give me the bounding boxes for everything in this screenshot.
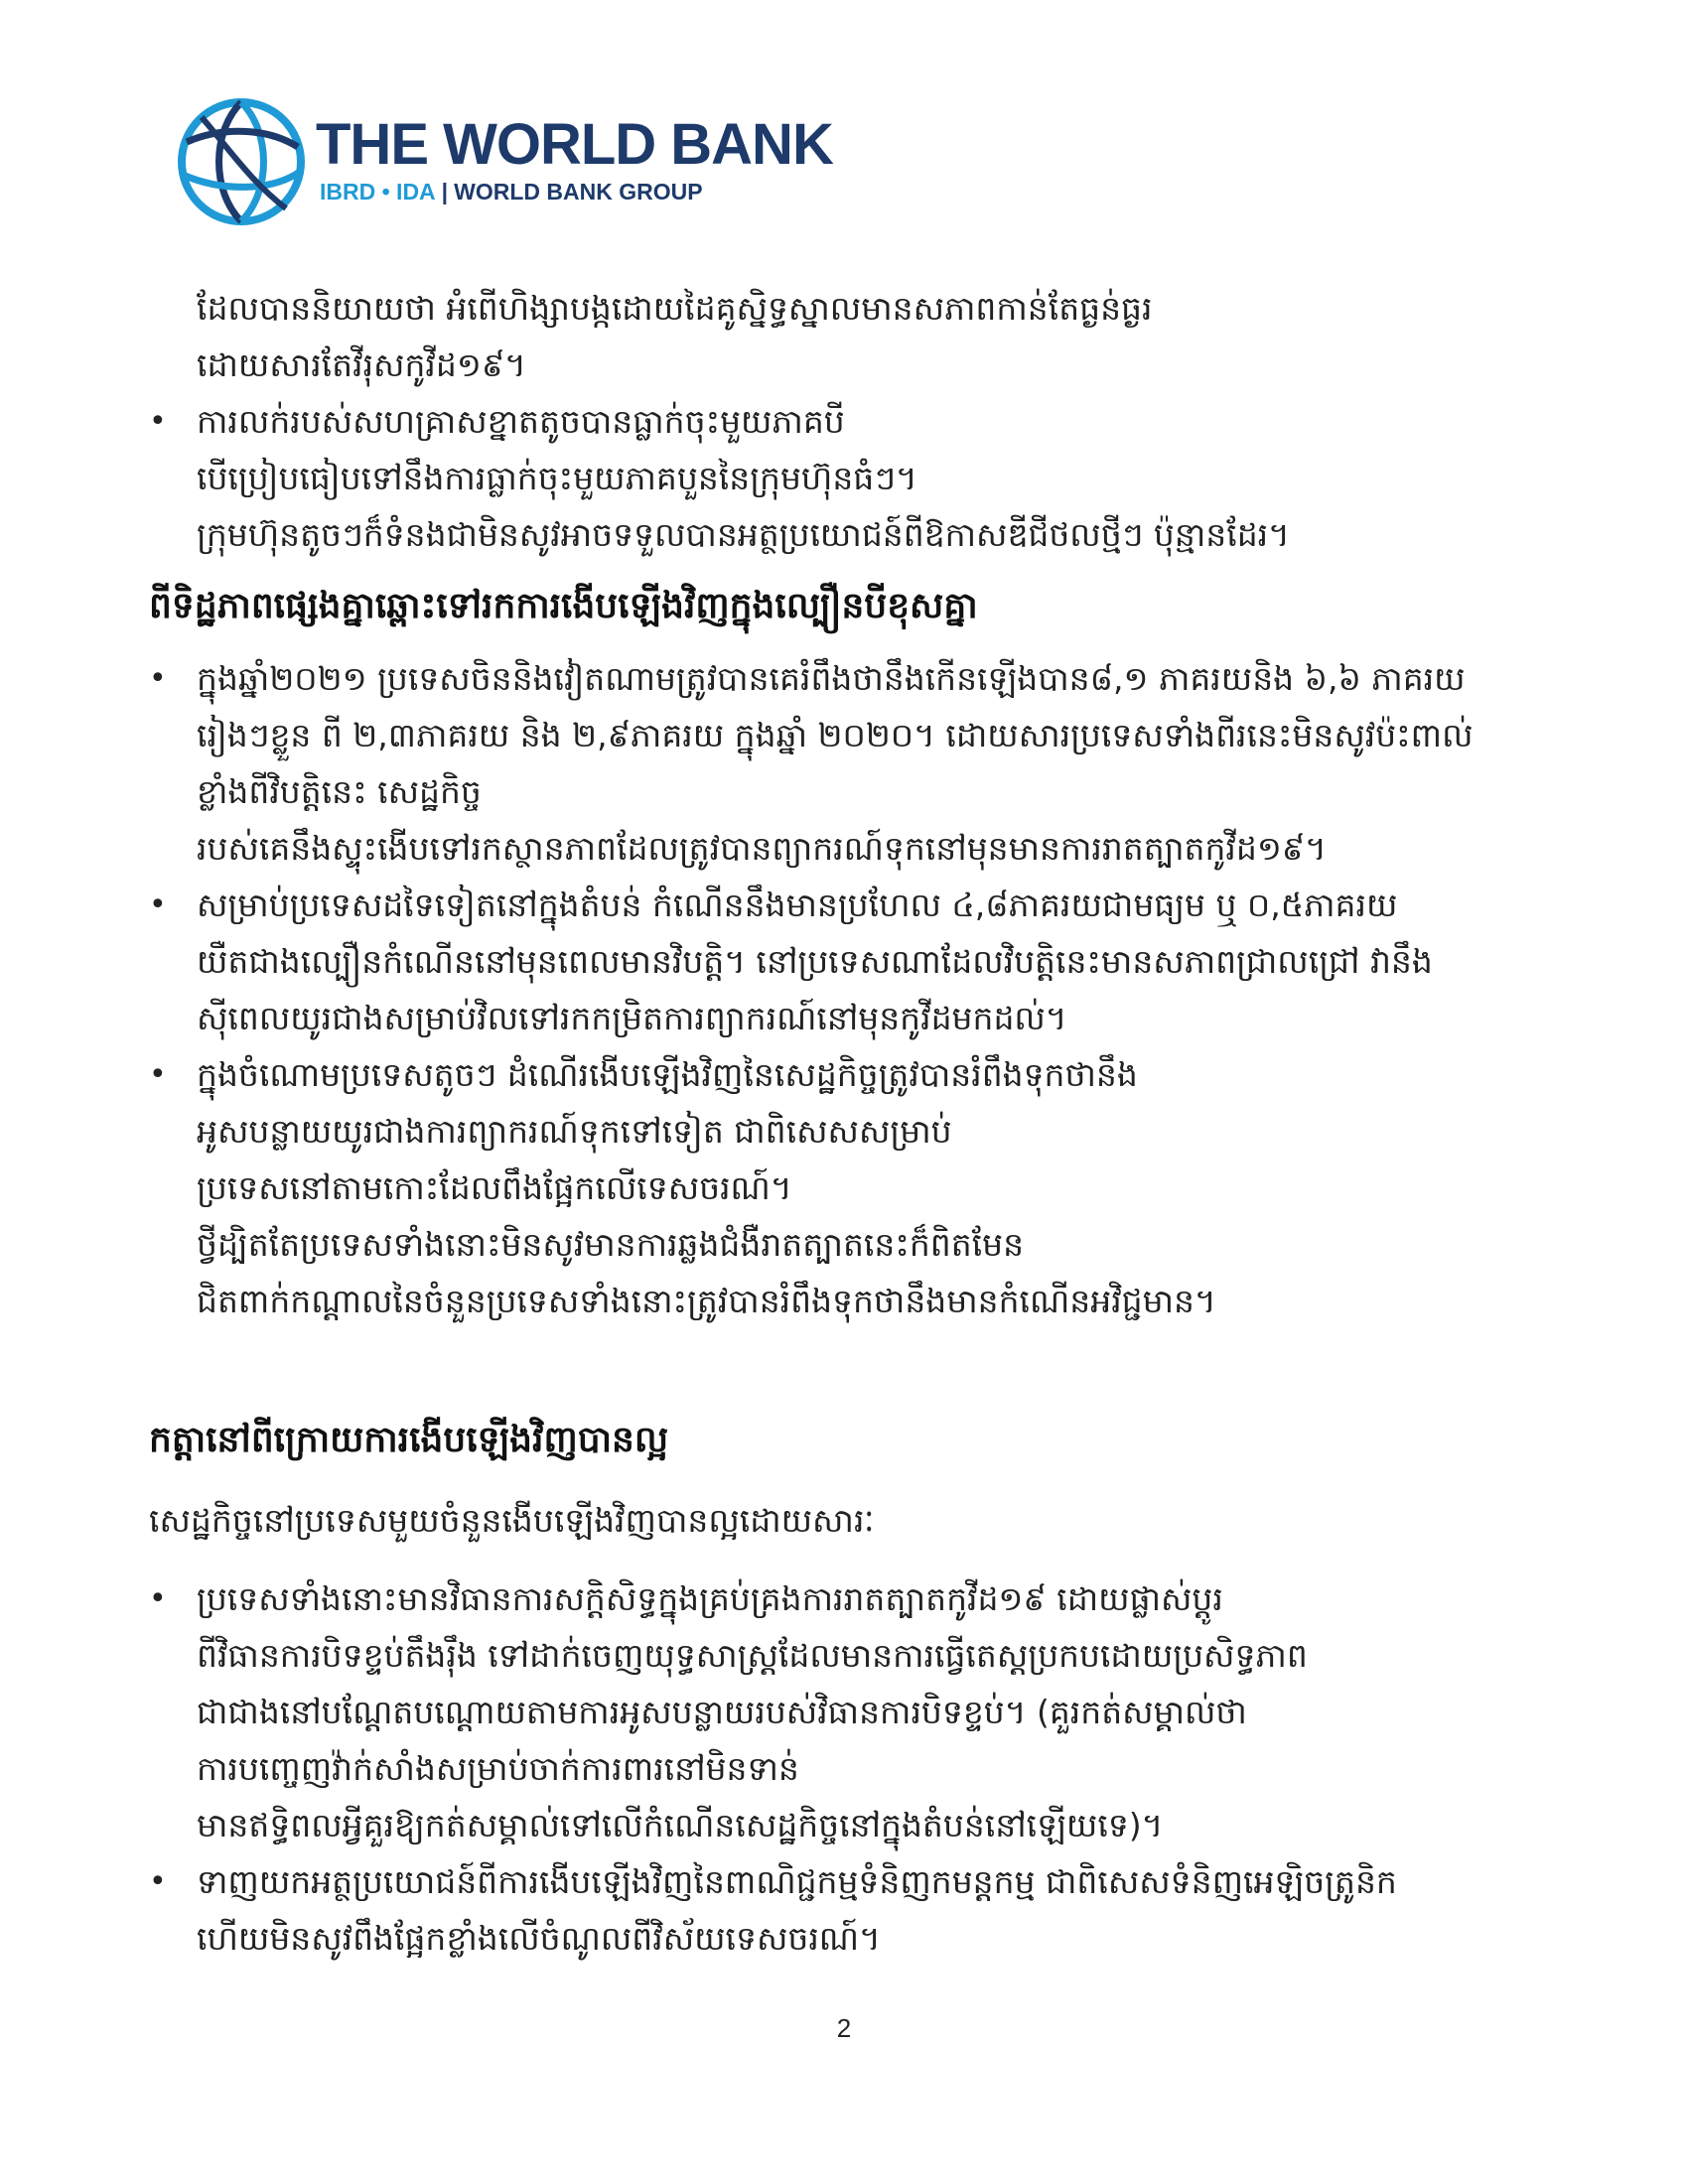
logo-ibrd-ida: IBRD • IDA	[320, 179, 436, 205]
bullet-icon: •	[149, 404, 167, 439]
list-item-line: ជាជាងនៅបណ្តែតបណ្តោយតាមការអូសបន្លាយរបស់វិធានការបិទខ្ទប់។ (គួរកត់សម្គាល់ថា	[197, 1693, 1247, 1731]
list-item-line: សម្រាប់ប្រទេសដទៃទៀតនៅក្នុងតំបន់ កំណើននឹងមានប្រហែល ៤,៨ភាគរយជាមធ្យម ឬ ០,៥ភាគរយ	[197, 886, 1398, 924]
list-item-line: ប្រទេសទាំងនោះមានវិធានការសក្តិសិទ្ធក្នុងគ្រប់គ្រងការរាតត្បាតកូវីដ១៩ ដោយផ្លាស់ប្តូរ	[197, 1579, 1223, 1618]
intro-line: ដែលបាននិយាយថា អំពើហិង្សាបង្កដោយដៃគូស្និទ្ធស្នាលមានសភាពកាន់តែធ្ងន់ធ្ងរ	[197, 289, 1153, 328]
list-item	[149, 1853, 1527, 1967]
page-number: 2	[836, 2013, 852, 2043]
list-item-line: ក្នុងចំណោមប្រទេសតូចៗ ដំណើរងើបឡើងវិញនៃសេដ្ឋកិច្ចត្រូវបានរំពឹងទុកថានឹង	[197, 1055, 1138, 1094]
bullet-icon: •	[149, 887, 167, 922]
list-item	[149, 877, 1527, 1046]
list-item-line: ខ្លាំងពីវិបត្តិនេះ សេដ្ឋកិច្ច	[197, 772, 482, 811]
list-item-line: ការបញ្ចេញវ៉ាក់សាំងសម្រាប់ចាក់ការពារនៅមិនទាន់	[197, 1749, 799, 1788]
list-item-line: អូសបន្លាយយូរជាងការព្យាករណ៍ទុកទៅទៀត ជាពិសេសសម្រាប់	[197, 1112, 952, 1151]
bullet-icon: •	[149, 1057, 167, 1092]
list-item-line: ជិតពាក់កណ្តាលនៃចំនួនប្រទេសទាំងនោះត្រូវបានរំពឹងទុកថានឹងមានកំណើនអវិជ្ជមាន។	[197, 1282, 1216, 1320]
globe-icon	[177, 97, 306, 226]
list-item-line: បើប្រៀបធៀបទៅនឹងការធ្លាក់ចុះមួយភាគបួននៃក្រុមហ៊ុនធំៗ។	[197, 459, 917, 497]
list-item-line: ប្រទេសនៅតាមកោះដែលពឹងផ្អែកលើទេសចរណ៍។	[197, 1168, 792, 1207]
list-item-line: ក្នុងឆ្នាំ២០២១ ប្រទេសចិននិងវៀតណាមត្រូវបានគេរំពឹងថានឹងកើនឡើងបាន៨,១ ភាគរយនិង ៦,៦ ភាគរយ	[197, 659, 1466, 698]
list-item-line: ការលក់របស់សហគ្រាសខ្នាតតូចបានធ្លាក់ចុះមួយភាគបី	[197, 402, 845, 441]
list-item	[149, 1046, 1527, 1329]
list-item-line: ក្រុមហ៊ុនតូចៗក៏ទំនងជាមិនសូវអាចទទួលបានអត្ថប្រយោជន៍ពីឱកាសឌីជីថលថ្មីៗ ប៉ុន្មានដែរ។	[197, 515, 1290, 554]
list-item-line: របស់គេនឹងស្ទុះងើបទៅរកស្ថានភាពដែលត្រូវបានព្យាករណ៍ទុកនៅមុនមានការរាតត្បាតកូវីដ១៩។	[197, 829, 1327, 868]
list-item	[149, 650, 1527, 877]
list-item-line: រៀងៗខ្លួន ពី ២,៣ភាគរយ និង ២,៩ភាគរយ ក្នុងឆ្នាំ ២០២០។ ដោយសារប្រទេសទាំងពីរនេះមិនសូវប៉ះពាល់	[197, 716, 1474, 754]
list-item	[149, 393, 1527, 563]
bullet-icon: •	[149, 1581, 167, 1616]
intro-line: ដោយសារតែវីរុសកូវីដ១៩។	[197, 345, 526, 384]
list-item-line: ហើយមិនសូវពឹងផ្អែកខ្លាំងលើចំណូលពីវិស័យទេសចរណ៍។	[197, 1919, 881, 1958]
list-item-line: មានឥទ្ធិពលអ្វីគួរឱ្យកត់សម្គាល់ទៅលើកំណើនសេដ្ឋកិច្ចនៅក្នុងតំបន់នៅឡើយទេ)។	[197, 1806, 1164, 1844]
list-item-line: ពីវិធានការបិទខ្ទប់តឹងរ៉ឹង ទៅដាក់ចេញយុទ្ធសាស្ត្រដែលមានការធ្វើតេស្តប្រកបដោយប្រសិទ្ធភាព	[197, 1636, 1308, 1675]
section-intro: សេដ្ឋកិច្ចនៅប្រទេសមួយចំនួនងើបឡើងវិញបានល្អដោយសារៈ	[149, 1501, 875, 1540]
list-item-line: ថ្វីដ្បិតតែប្រទេសទាំងនោះមិនសូវមានការឆ្លងជំងឺរាតត្បាតនេះក៏ពិតមែន	[197, 1225, 1025, 1264]
list-item-line: ទាញយកអត្ថប្រយោជន៍ពីការងើបឡើងវិញនៃពាណិជ្ជកម្មទំនិញកមន្តកម្ម ជាពិសេសទំនិញអេឡិចត្រូនិក	[197, 1862, 1397, 1901]
logo-group: WORLD BANK GROUP	[454, 179, 703, 205]
bullet-icon: •	[149, 1864, 167, 1899]
logo-title: THE WORLD BANK	[316, 112, 833, 177]
bullet-icon: •	[149, 661, 167, 696]
list-item-line: យឺតជាងល្បឿនកំណើននៅមុនពេលមានវិបត្តិ។ នៅប្រទេសណាដែលវិបត្តិនេះមានសភាពជ្រាលជ្រៅ វានឹង	[197, 942, 1433, 981]
list-item	[149, 1570, 1527, 1853]
world-bank-logo	[177, 97, 833, 226]
section-heading: ពីទិដ្ឋភាពផ្សេងគ្នាឆ្ពោះទៅរកការងើបឡើងវិញក្នុងល្បឿនបីខុសគ្នា	[149, 586, 978, 626]
list-item-line: ស៊ីពេលយូរជាងសម្រាប់វិលទៅរកកម្រិតការព្យាករណ៍នៅមុនកូវីដមកដល់។	[197, 999, 1067, 1037]
section-heading: កត្តានៅពីក្រោយការងើបឡើងវិញបានល្អ	[149, 1420, 669, 1460]
logo-subtitle	[320, 179, 703, 205]
document-body	[149, 280, 1527, 1967]
logo-separator: |	[441, 179, 449, 205]
